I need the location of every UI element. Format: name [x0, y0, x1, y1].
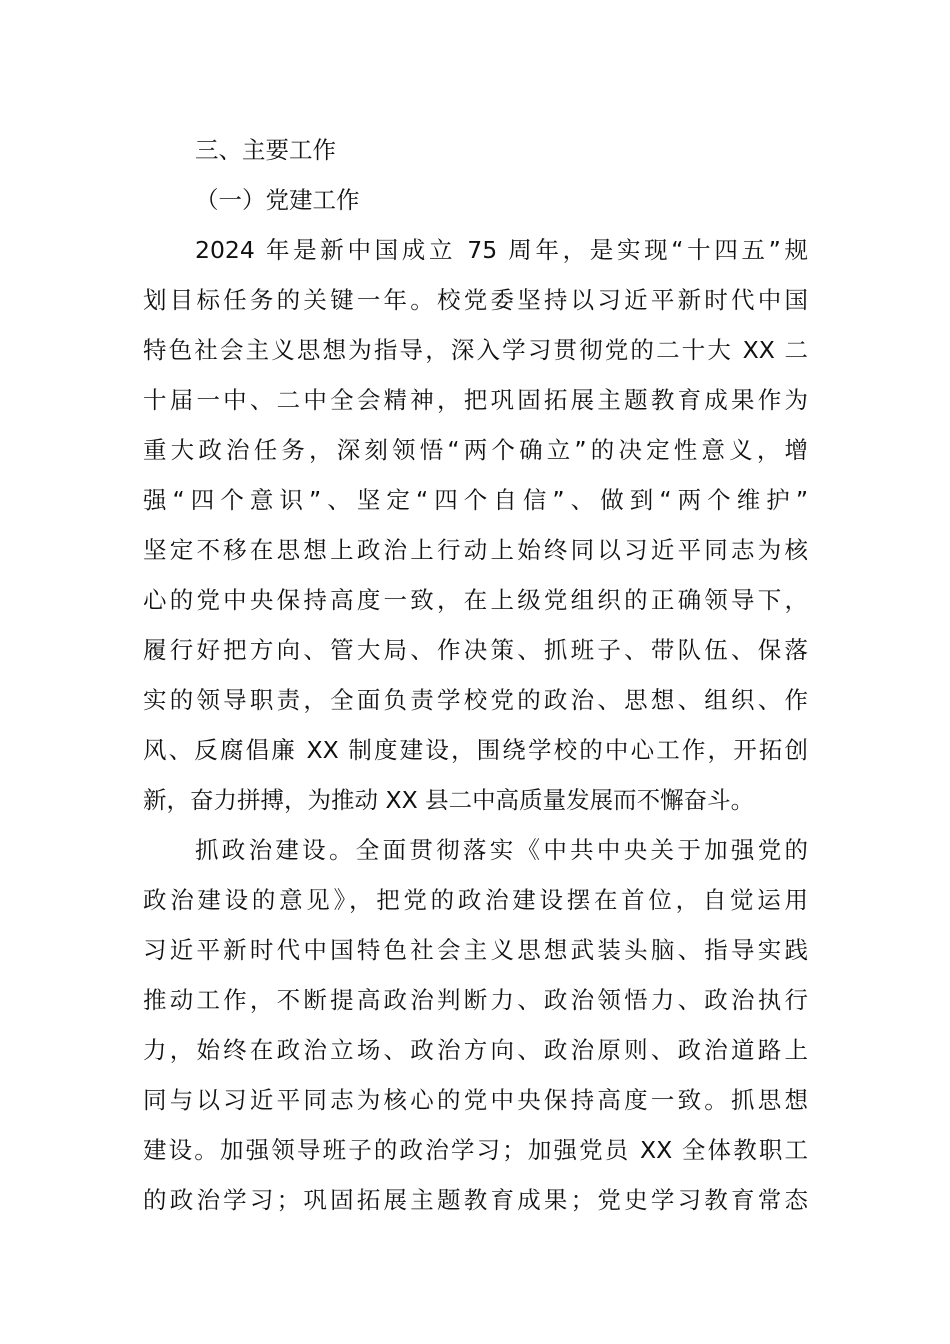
- text-line: 政治建设的意见》，把党的政治建设摆在首位，自觉运用: [143, 886, 808, 914]
- text-line: 特色社会主义思想为指导，深入学习贯彻党的二十大 XX 二: [143, 336, 808, 364]
- text-line: 重大政治任务，深刻领悟“两个确立”的决定性意义，增: [143, 436, 808, 464]
- text-line: 心的党中央保持高度一致，在上级党组织的正确领导下，: [143, 586, 808, 614]
- text-line: 建设。加强领导班子的政治学习；加强党员 XX 全体教职工: [143, 1136, 808, 1164]
- text-line: 划目标任务的关键一年。校党委坚持以习近平新时代中国: [143, 286, 808, 314]
- text-line: 习近平新时代中国特色社会主义思想武装头脑、指导实践: [143, 936, 808, 964]
- text-line: 风、反腐倡廉 XX 制度建设，围绕学校的中心工作，开拓创: [143, 736, 808, 764]
- text-line: 履行好把方向、管大局、作决策、抓班子、带队伍、保落: [143, 636, 808, 664]
- text-line: 实的领导职责，全面负责学校党的政治、思想、组织、作: [143, 686, 808, 714]
- document-body: [143, 125, 808, 1225]
- text-line: 强“四个意识”、坚定“四个自信”、做到“两个维护”: [143, 486, 808, 514]
- text-line: 十届一中、二中全会精神，把巩固拓展主题教育成果作为: [143, 386, 808, 414]
- text-line: 力，始终在政治立场、政治方向、政治原则、政治道路上: [143, 1036, 808, 1064]
- text-line: 同与以习近平同志为核心的党中央保持高度一致。抓思想: [143, 1086, 808, 1114]
- text-line: 推动工作，不断提高政治判断力、政治领悟力、政治执行: [143, 986, 808, 1014]
- text-line: 坚定不移在思想上政治上行动上始终同以习近平同志为核: [143, 536, 808, 564]
- text-line: 三、主要工作: [195, 136, 336, 164]
- text-line: 抓政治建设。全面贯彻落实《中共中央关于加强党的: [195, 836, 808, 864]
- text-line: 2024 年是新中国成立 75 周年，是实现“十四五”规: [195, 236, 808, 264]
- text-line: 新，奋力拼搏，为推动 XX 县二中高质量发展而不懈奋斗。: [143, 786, 755, 814]
- text-line: （一）党建工作: [195, 186, 360, 214]
- text-line: 的政治学习；巩固拓展主题教育成果；党史学习教育常态: [143, 1186, 808, 1214]
